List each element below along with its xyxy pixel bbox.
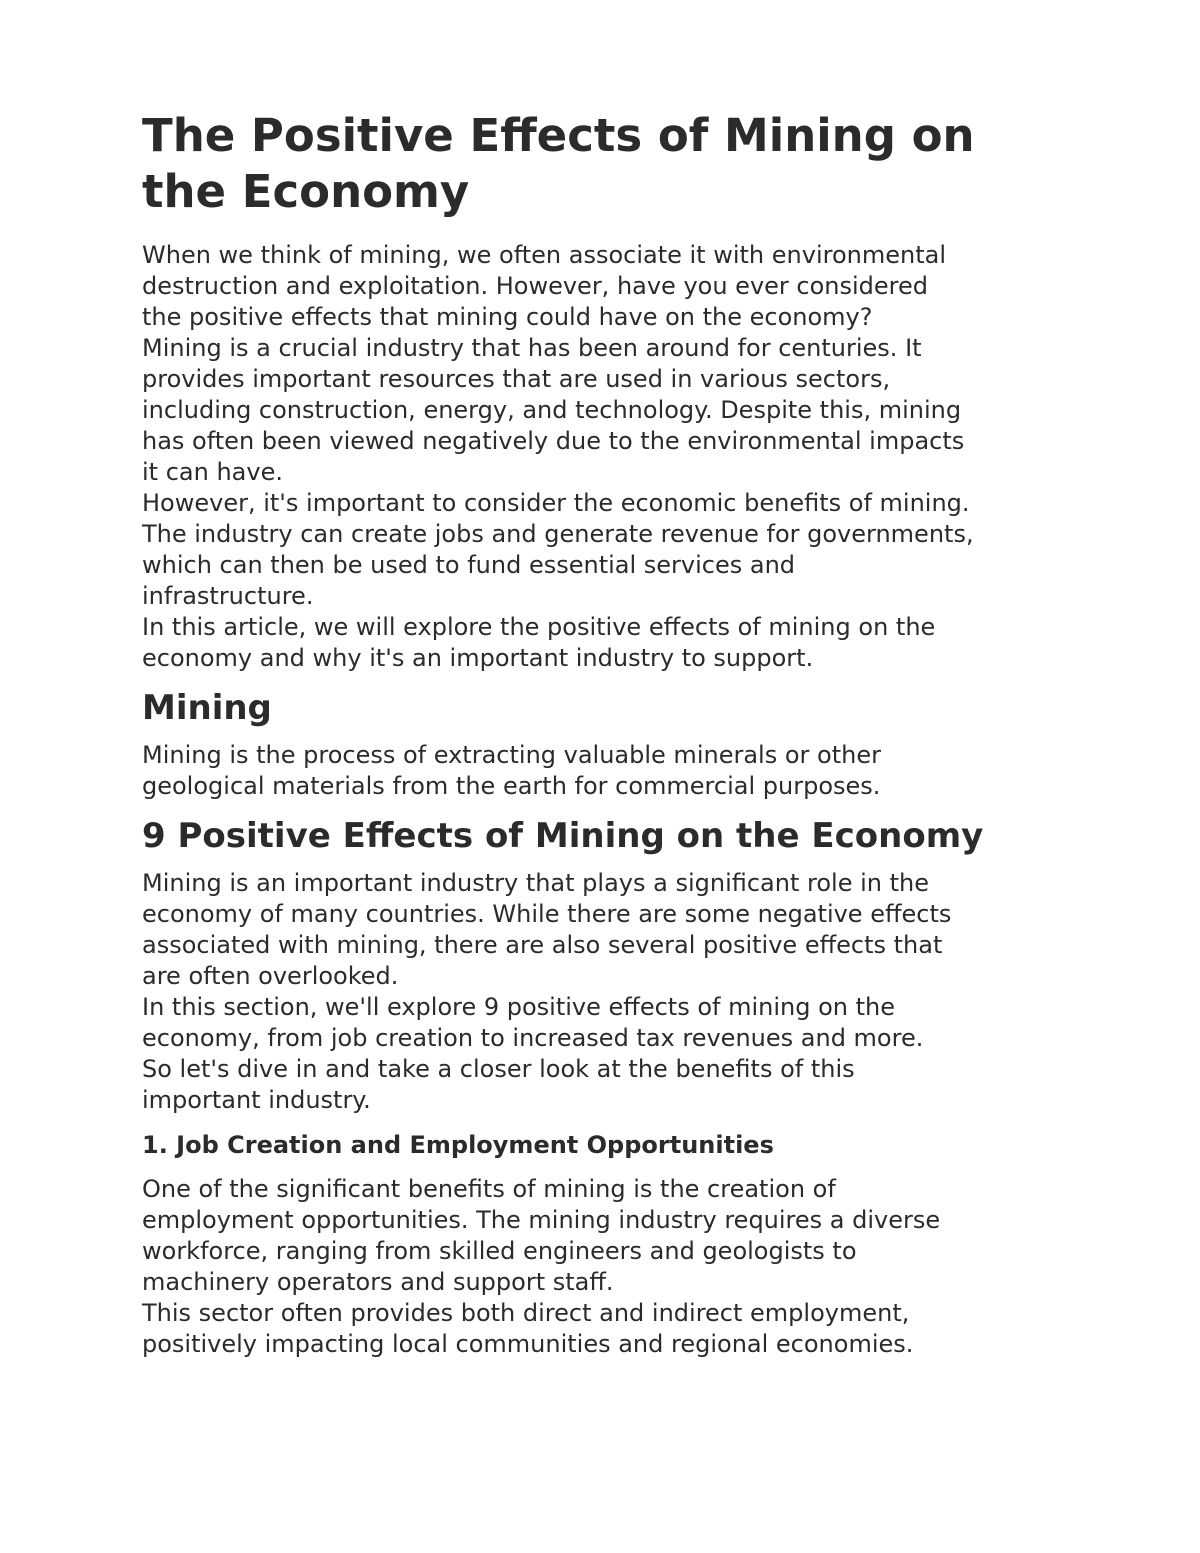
subsection-heading-jobs: 1. Job Creation and Employment Opportunities: [142, 1131, 774, 1159]
intro-paragraph: Mining is a crucial industry that has been around for centuries. It provides important resources that are used in various sectors, including construction, energy, and technology. Despite this, mining has often been viewed negatively due to the environmental impacts it can have.: [142, 334, 965, 486]
section-heading-mining: Mining: [142, 688, 272, 728]
document-title: The Positive Effects of Mining on the Economy: [142, 109, 975, 218]
intro-section: [142, 240, 1072, 674]
intro-paragraph: In this article, we will explore the positive effects of mining on the economy and why it's an important industry to support.: [142, 613, 936, 672]
jobs-paragraph: This sector often provides both direct and indirect employment, positively impacting local communities and regional economies.: [142, 1299, 914, 1358]
effects-paragraph: Mining is an important industry that plays a significant role in the economy of many countries. While there are some negative effects associated with mining, there are also several positive effects that are often overlooked.: [142, 869, 952, 990]
effects-paragraph: So let's dive in and take a closer look at the benefits of this important industry.: [142, 1055, 855, 1114]
document-page: [142, 108, 1072, 1374]
effects-paragraph: In this section, we'll explore 9 positive effects of mining on the economy, from job creation to increased tax revenues and more.: [142, 993, 924, 1052]
intro-paragraph: When we think of mining, we often associate it with environmental destruction and exploitation. However, have you ever considered the positive effects that mining could have on the economy?: [142, 241, 946, 331]
mining-section: [142, 740, 1072, 802]
jobs-paragraph: One of the significant benefits of mining is the creation of employment opportunities. The mining industry requires a diverse workforce, ranging from skilled engineers and geologists to machinery operators and support staff.: [142, 1175, 941, 1296]
effects-section: [142, 868, 1072, 1116]
jobs-section: [142, 1174, 1072, 1360]
section-heading-effects: 9 Positive Effects of Mining on the Economy: [142, 816, 984, 856]
mining-paragraph: Mining is the process of extracting valuable minerals or other geological materials from the earth for commercial purposes.: [142, 741, 881, 800]
intro-paragraph: However, it's important to consider the economic benefits of mining. The industry can create jobs and generate revenue for governments, which can then be used to fund essential services and infrastructure.: [142, 489, 974, 610]
